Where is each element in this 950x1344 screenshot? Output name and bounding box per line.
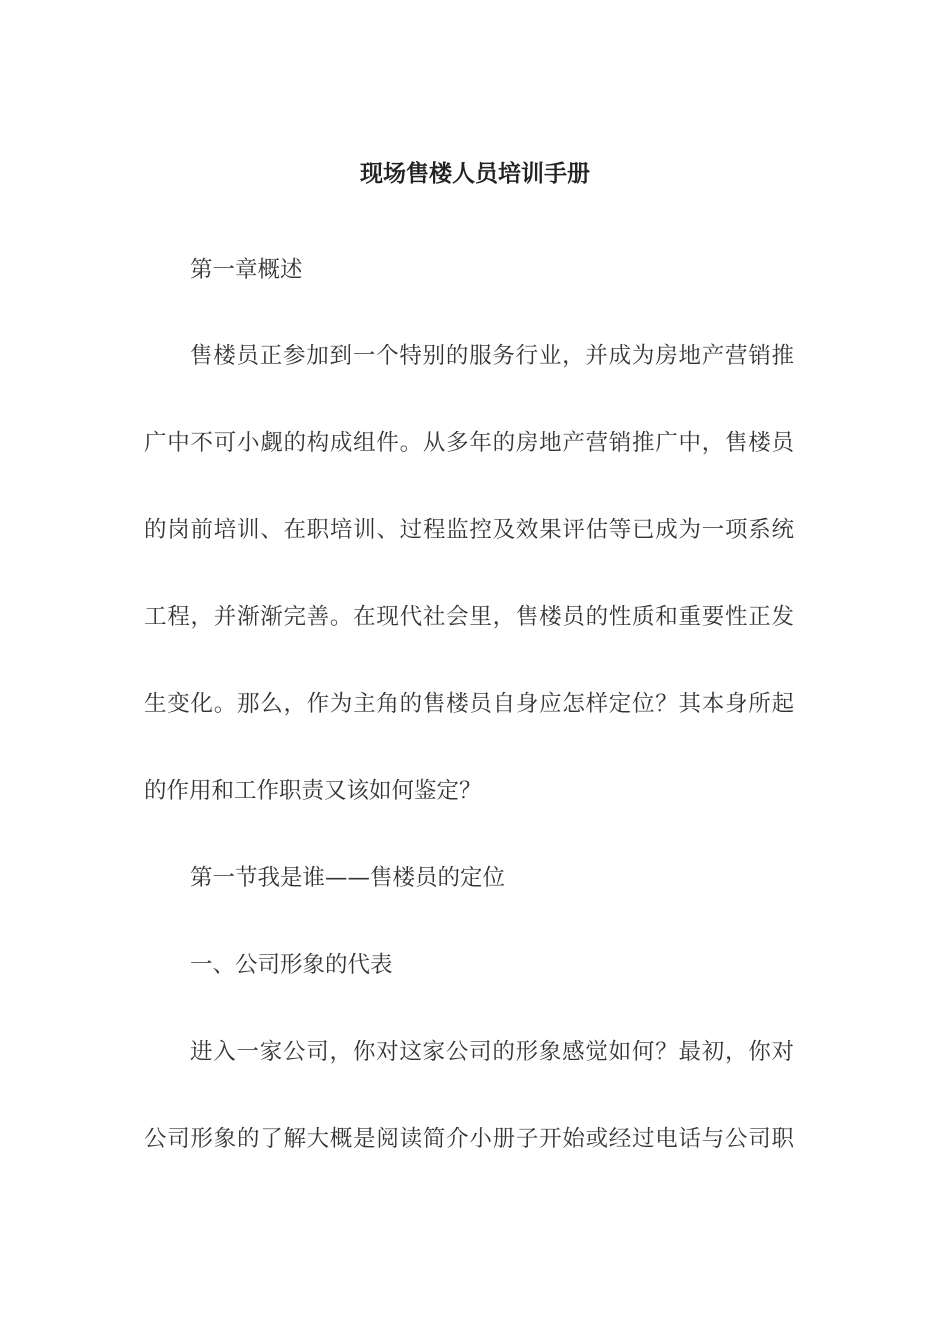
paragraph-line: 进入一家公司，你对这家公司的形象感觉如何？最初，你对 [190,1039,794,1065]
paragraph-line: 工程，并渐渐完善。在现代社会里，售楼员的性质和重要性正发 [144,604,794,630]
chapter-heading: 第一章概述 [190,257,303,283]
section-heading: 第一节我是谁——售楼员的定位 [190,865,506,891]
paragraph-line: 生变化。那么，作为主角的售楼员自身应怎样定位？其本身所起 [144,691,794,717]
paragraph-line: 售楼员正参加到一个特别的服务行业，并成为房地产营销推 [190,343,794,369]
paragraph-line: 的作用和工作职责又该如何鉴定？ [144,778,482,804]
document-title: 现场售楼人员培训手册 [360,161,590,187]
paragraph-line: 公司形象的了解大概是阅读简介小册子开始或经过电话与公司职 [144,1126,794,1152]
paragraph-line: 广中不可小觑的构成组件。从多年的房地产营销推广中，售楼员 [144,430,794,456]
subsection-heading: 一、公司形象的代表 [190,952,393,978]
paragraph-line: 的岗前培训、在职培训、过程监控及效果评估等已成为一项系统 [144,517,794,543]
